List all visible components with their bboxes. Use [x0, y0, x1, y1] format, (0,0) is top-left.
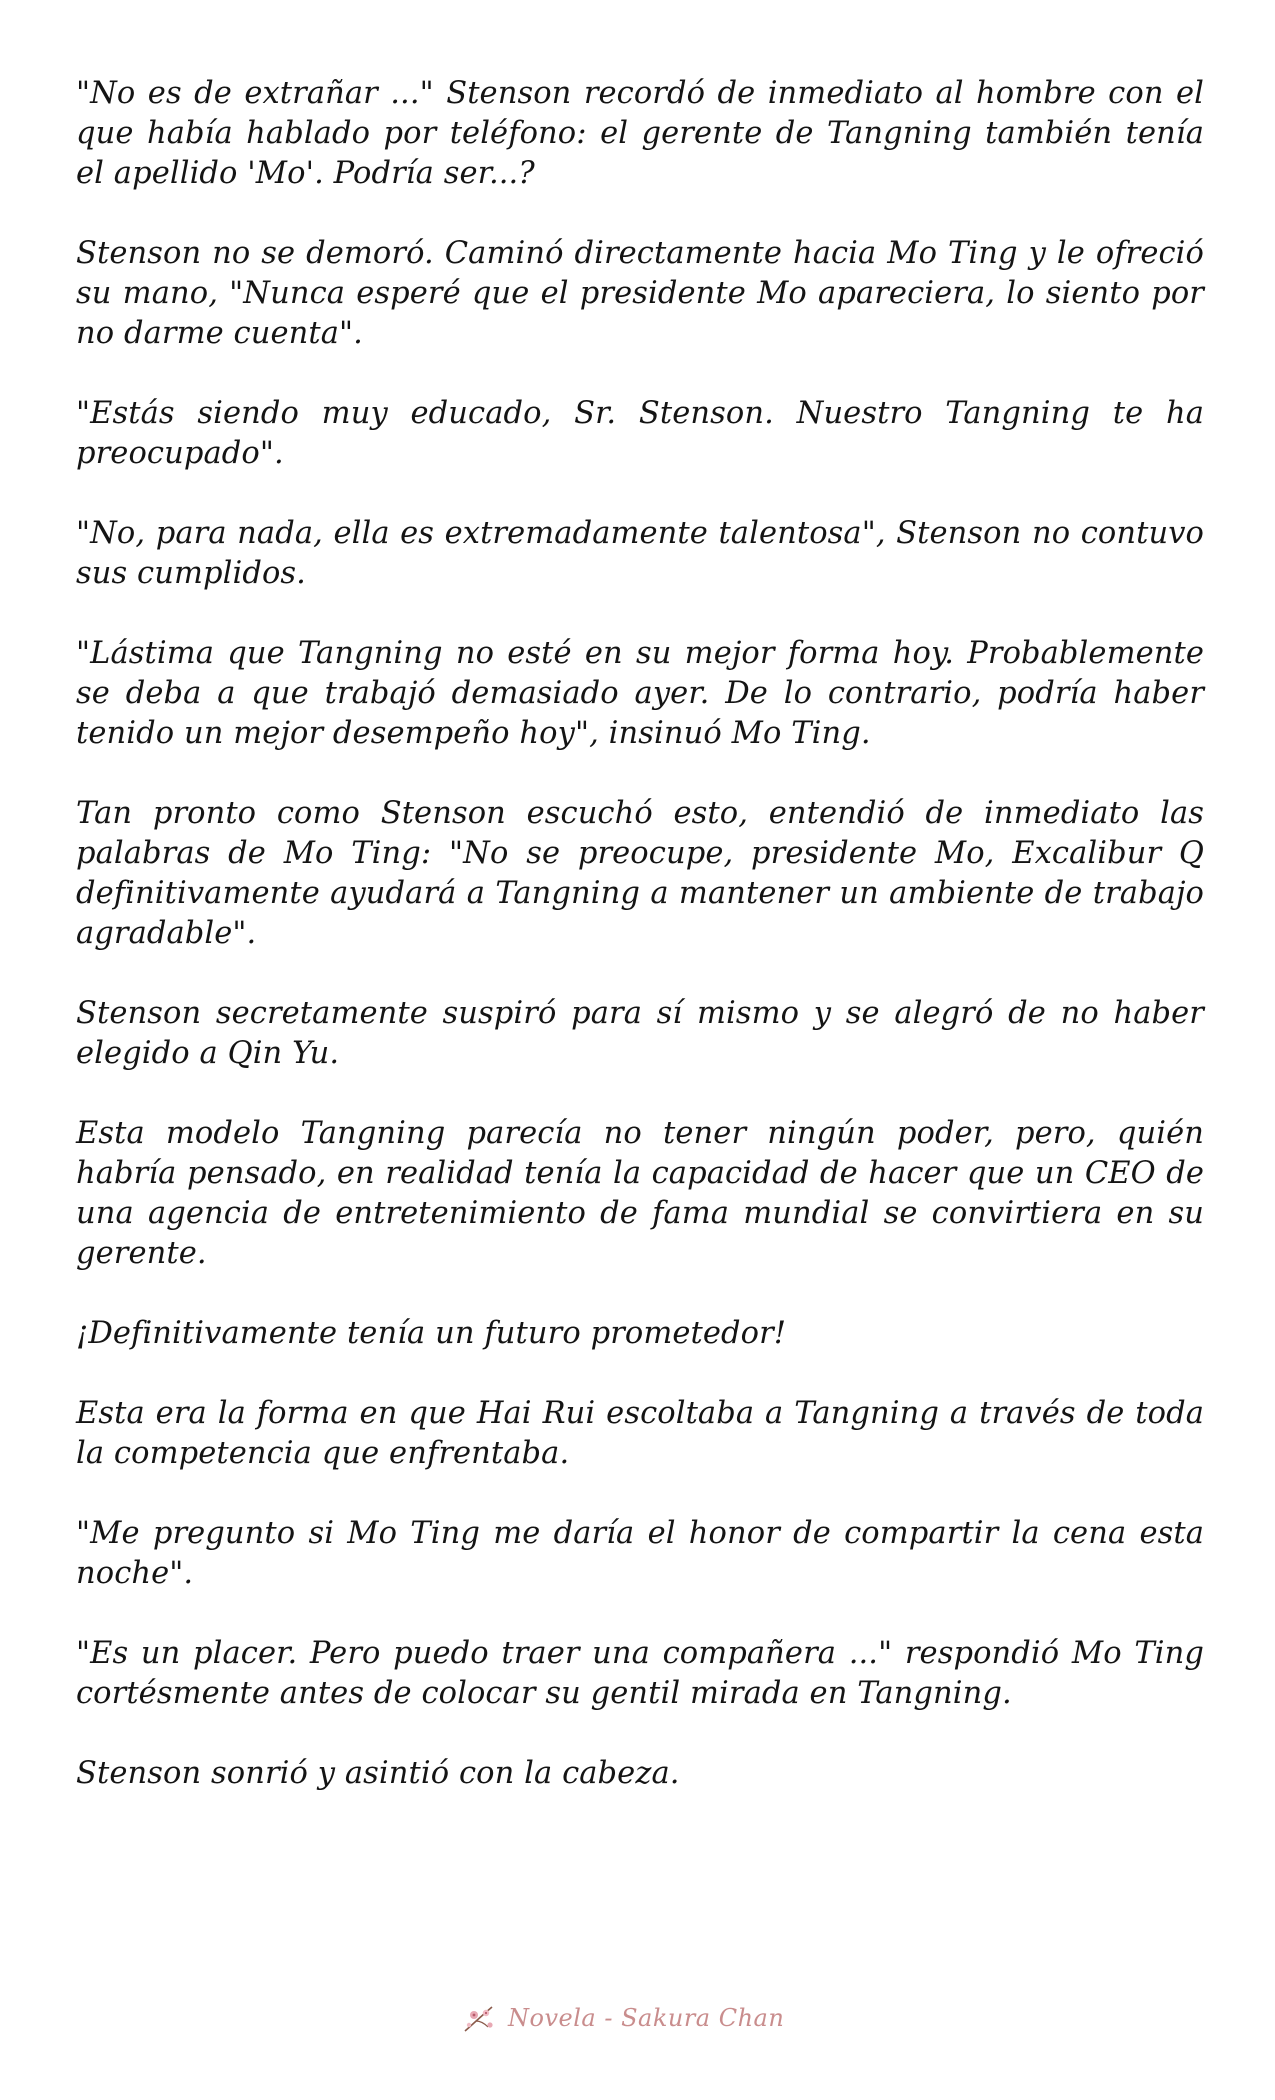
paragraph-11: "Me pregunto si Mo Ting me daría el honor de compartir la cena esta noche". [76, 1516, 1204, 1591]
paragraph-10: Esta era la forma en que Hai Rui escoltaba a Tangning a través de toda la competencia que enfrentaba. [76, 1396, 1204, 1471]
paragraph-12: "Es un placer. Pero puedo traer una compañera ..." respondió Mo Ting cortésmente antes de colocar su gentil mirada en Tangning. [76, 1636, 1204, 1711]
paragraph-9: ¡Definitivamente tenía un futuro prometedor! [76, 1316, 787, 1351]
paragraph-1: "No es de extrañar ..." Stenson recordó de inmediato al hombre con el que había hablado por teléfono: el gerente de Tangning también tenía el apellido 'Mo'. Podría ser...? [76, 76, 1204, 191]
watermark-text: Novela - Sakura Chan [508, 2004, 785, 2032]
paragraph-13: Stenson sonrió y asintió con la cabeza. [76, 1756, 680, 1791]
paragraph-6: Tan pronto como Stenson escuchó esto, entendió de inmediato las palabras de Mo Ting: "No se preocupe, presidente Mo, Excalibur Q definitivamente ayudará a Tangning a mantener un ambiente de trabajo agradable". [76, 796, 1204, 951]
story-text [76, 74, 1204, 1834]
paragraph-4: "No, para nada, ella es extremadamente talentosa", Stenson no contuvo sus cumplidos. [76, 516, 1204, 591]
paragraph-5: "Lástima que Tangning no esté en su mejor forma hoy. Probablemente se deba a que trabajó demasiado ayer. De lo contrario, podría haber tenido un mejor desempeño hoy", insinuó Mo Ting. [76, 636, 1204, 751]
sakura-branch-icon [462, 2001, 498, 2035]
watermark [462, 1996, 832, 2040]
paragraph-8: Esta modelo Tangning parecía no tener ningún poder, pero, quién habría pensado, en realidad tenía la capacidad de hacer que un CEO de una agencia de entretenimiento de fama mundial se convirtiera en su gerente. [76, 1116, 1204, 1271]
paragraph-7: Stenson secretamente suspiró para sí mismo y se alegró de no haber elegido a Qin Yu. [76, 996, 1204, 1071]
paragraph-2: Stenson no se demoró. Caminó directamente hacia Mo Ting y le ofreció su mano, "Nunca esperé que el presidente Mo apareciera, lo siento por no darme cuenta". [76, 236, 1204, 351]
paragraph-3: "Estás siendo muy educado, Sr. Stenson. Nuestro Tangning te ha preocupado". [76, 396, 1204, 471]
